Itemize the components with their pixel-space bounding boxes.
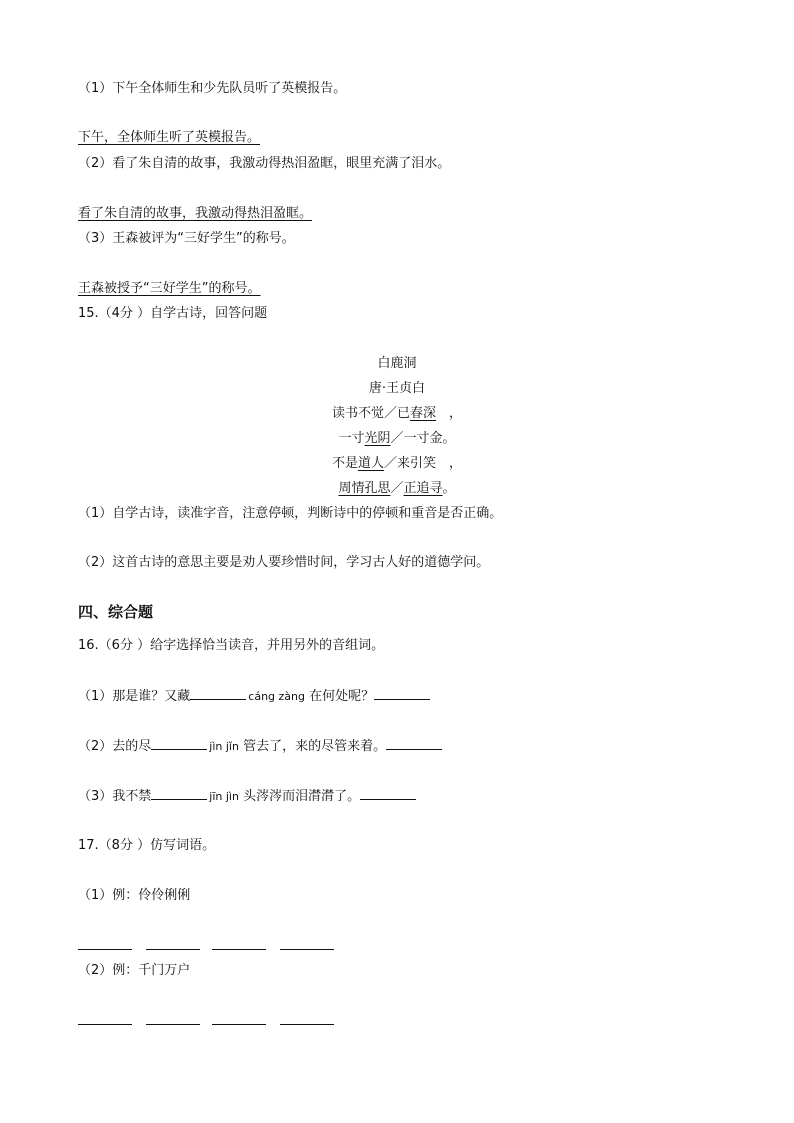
poem-line-1 [0, 405, 794, 423]
poem-line-4-mid: ／ [390, 481, 404, 496]
q14-answer-3: 王森被授予“三好学生”的称号。 [78, 281, 261, 296]
q15-sub-1: （1）自学古诗，读准字音，注意停顿，判断诗中的停顿和重音是否正确。 [78, 506, 503, 521]
q16-item-3-after: 头涔涔而泪潸潸了。 [243, 789, 361, 804]
poem-line-3-a: 不是 [331, 456, 358, 471]
q17-header: 17.（8分 ）仿写词语。 [78, 838, 216, 853]
q16-item-3-pinyin: jīn jìn [209, 790, 239, 803]
q16-item-3 [78, 787, 416, 806]
answer-blank[interactable] [151, 737, 207, 750]
q15-header: 15.（4分 ）自学古诗，回答问题 [78, 306, 268, 321]
poem-line-2-stress: 光阴 [364, 431, 391, 446]
poem-line-4-stress-2: 正追寻 [403, 481, 443, 496]
poem-author: 唐·王贞白 [368, 381, 426, 396]
answer-blank[interactable] [78, 937, 132, 950]
answer-blank[interactable] [374, 687, 430, 700]
poem-line-3-stress: 道人 [357, 456, 384, 471]
q14-question-1: （1）下午全体师生和少先队员听了英模报告。 [78, 81, 347, 96]
poem-title: 白鹿洞 [377, 356, 417, 371]
q16-header: 16.（6分 ）给字选择恰当读音，并用另外的音组词。 [78, 638, 385, 653]
q14-answer-1: 下午，全体师生听了英模报告。 [78, 130, 261, 145]
q14-answer-2: 看了朱自清的故事，我激动得热泪盈眶。 [78, 206, 313, 221]
poem-line-1-b: ， [436, 406, 463, 421]
q16-item-2-before: （2）去的尽 [78, 739, 152, 754]
q16-item-1 [78, 687, 430, 706]
q16-item-3-before: （3）我不禁 [78, 789, 152, 804]
answer-blank[interactable] [78, 1012, 132, 1025]
q16-item-2 [78, 737, 442, 756]
poem-line-4-b: 。 [442, 481, 456, 496]
answer-blank[interactable] [212, 937, 266, 950]
poem-line-3-b: ／来引笑 ， [384, 456, 463, 471]
answer-blank[interactable] [280, 937, 334, 950]
answer-blank[interactable] [146, 937, 200, 950]
poem-line-3 [0, 455, 794, 473]
answer-blank[interactable] [190, 687, 246, 700]
q16-item-2-pinyin: jìn jǐn [209, 740, 239, 753]
poem-line-2 [0, 430, 794, 448]
answer-blank[interactable] [360, 787, 416, 800]
q17-example-2: （2）例：千门万户 [78, 963, 191, 978]
poem-line-2-b: ／一寸金。 [390, 431, 456, 446]
q16-item-1-before: （1）那是谁？又藏 [78, 689, 191, 704]
answer-blank[interactable] [386, 737, 442, 750]
poem-line-1-stress: 春深 [409, 406, 436, 421]
poem-line-1-a: 读书不觉／已 [331, 406, 410, 421]
q16-item-1-pinyin: cáng zàng [248, 690, 305, 703]
poem-line-2-a: 一寸 [338, 431, 365, 446]
section-title: 四、综合题 [78, 603, 154, 621]
answer-blank[interactable] [212, 1012, 266, 1025]
answer-blank[interactable] [146, 1012, 200, 1025]
q14-question-2: （2）看了朱自清的故事，我激动得热泪盈眶，眼里充满了泪水。 [78, 156, 451, 171]
q15-sub-2: （2）这首古诗的意思主要是劝人要珍惜时间，学习古人好的道德学问。 [78, 555, 490, 570]
q14-question-3: （3）王森被评为“三好学生”的称号。 [78, 231, 295, 246]
answer-blank[interactable] [151, 787, 207, 800]
q16-item-1-after: 在何处呢？ [309, 689, 375, 704]
poem-line-4-stress-1: 周情孔思 [338, 481, 391, 496]
answer-blank[interactable] [280, 1012, 334, 1025]
q16-item-2-after: 管去了，来的尽管来着。 [243, 739, 387, 754]
q17-example-1: （1）例：伶伶俐俐 [78, 888, 191, 903]
poem-line-4 [0, 480, 794, 498]
